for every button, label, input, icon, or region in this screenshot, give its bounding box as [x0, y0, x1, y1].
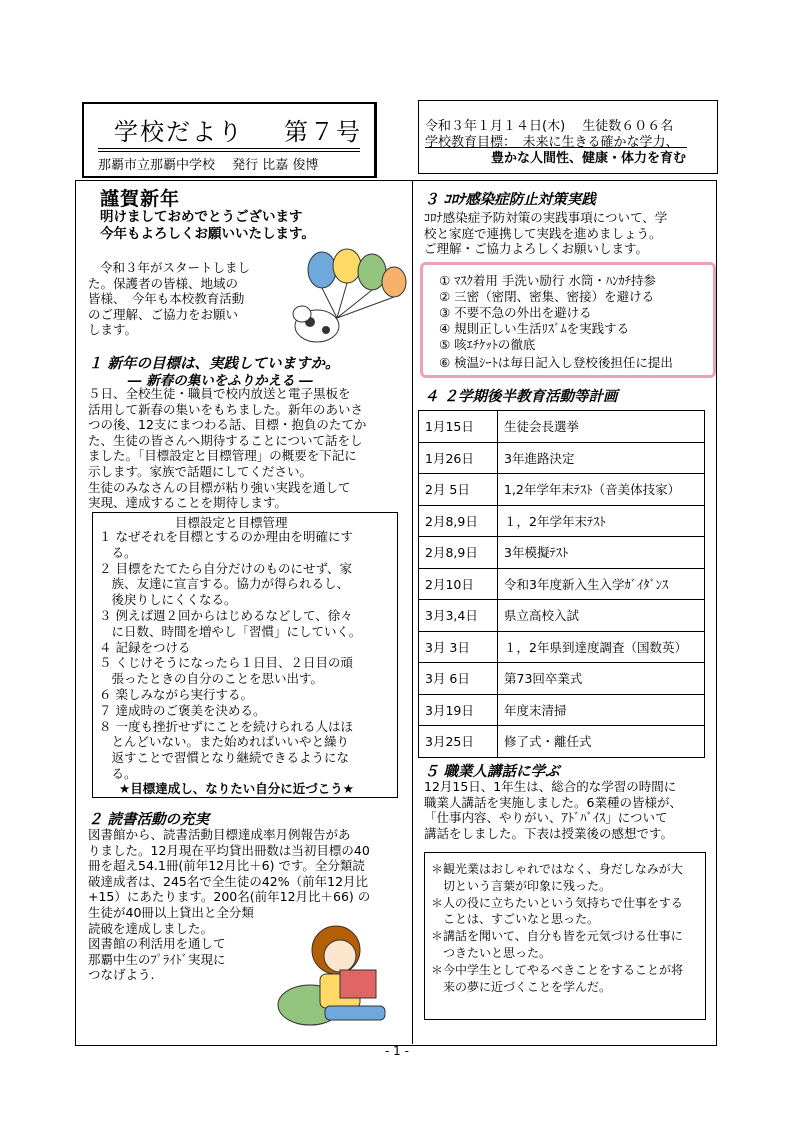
section3-body: ｺﾛﾅ感染症予防対策の実践事項について、学 校と家庭で連携して実践を進めましょう。 ご理解・ご協力よろしくお願いします。 [424, 210, 668, 257]
table-row: 2月 5日 1,2年学年末ﾃｽﾄ（音美体技家） [419, 474, 705, 506]
goal-management-box [92, 512, 398, 798]
table-row: 3月 3日 １，2年県到達度調査（国数英） [419, 631, 705, 663]
goal-box-title: 目標設定と目標管理 [175, 515, 288, 530]
section1-title: １ 新年の目標は、実践していますか。 [88, 356, 340, 372]
table-row: 2月10日 令和3年度新入生入学ｶﾞｲﾀﾞﾝｽ [419, 568, 705, 600]
table-row: 2月8,9日 3年模擬ﾃｽﾄ [419, 537, 705, 569]
table-row: 3月19日 年度末清掃 [419, 694, 705, 726]
checklist-item: ② 三密（密閉、密集、密接）を避ける [439, 289, 655, 304]
issue-date: 令和３年１月１４日(木) 生徒数６０６名 [425, 119, 674, 134]
section4-title: ４ ２学期後半教育活動等計画 [424, 389, 618, 405]
issuer: 那覇市立那覇中学校 発行 比嘉 俊博 [98, 158, 319, 173]
section5-body: 12月15日、1年生は、総合的な学習の時間に 職業人講話を実施しました。6業種の皆様が、 「仕事内容、やりがい、ｱﾄﾞﾊﾞｲｽ」について 講話をしました。下表は授業後の感想です。 [424, 779, 682, 841]
covid-checklist [420, 262, 716, 378]
checklist-item: ⑤ 咳ｴﾁｹｯﾄの徹底 [439, 337, 536, 352]
checklist-item: ③ 不要不急の外出を避ける [439, 305, 592, 320]
greeting-body: 令和３年がスタートしまし た。保護者の皆様、地域の 皆様、 今年も本校教育活動 のご理解、ご協力をお願い します。 [88, 260, 251, 338]
checklist-item: ④ 規則正しい生活ﾘｽﾞﾑを実践する [439, 321, 630, 336]
table-row: 3月 6日 第73回卒業式 [419, 663, 705, 695]
section2-body: 図書館から、読書活動目標達成率月例報告があ りました。12月現在平均貸出冊数は当初目標の40 冊を超え54.1冊(前年12月比＋6) です。全分類読 破達成者は、245名で全生徒の42%（前年12月比 +15）にあたります。200名(前年12月比＋66) の 生徒が40冊以上貸出と全分類 読破を達成しました。 図書館の利活用を通して 那覇中生のﾌﾟﾗｲﾄﾞ実現に つなげよう. [88, 827, 371, 983]
page-number: - 1 - [385, 1044, 409, 1058]
section3-title: ３ ｺﾛﾅ感染症防止対策実践 [424, 192, 596, 208]
reading-girl-illustration [270, 910, 400, 1030]
info-box [418, 100, 718, 174]
masthead [82, 102, 377, 178]
greeting-line2: 今年もよろしくお願いいたします。 [100, 226, 315, 242]
greeting-line1: 明けましておめでとうございます [100, 209, 303, 225]
checklist-item: ① ﾏｽｸ着用 手洗い励行 水筒・ﾊﾝｶﾁ持参 [439, 273, 656, 288]
section1-subtitle: ― 新春の集いをふりかえる ― [128, 373, 313, 389]
goal-box-footer: ★目標達成し、なりたい自分に近づこう★ [119, 781, 354, 796]
section5-title: ５ 職業人講話に学ぶ [424, 764, 560, 780]
comments-list: ＊観光業はおしゃれではなく、身だしなみが大 切という言葉が印象に残った。 ＊人の役に立ちたいという気持ちで仕事をする ことは、すごいなと思った。 ＊講話を聞いて、自分も皆を元気づける仕事に つきたいと思った。 ＊今中学生としてやるべきことをすることが将 来の夢に近づくことを学んだ。 [431, 862, 684, 994]
newsletter-title: 学校だより [114, 118, 244, 146]
school-goal-line2: 豊かな人間性、健康・体力を育む [491, 151, 687, 166]
section2-title: ２ 読書活動の充実 [88, 812, 210, 828]
table-row: 3月3,4日 県立高校入試 [419, 600, 705, 632]
cow-balloons-illustration [282, 248, 412, 348]
goal-box-list: １ なぜそれを目標とするのか理由を明確にす る。 ２ 目標をたてたら自分だけのものにせず、家 族、友達に宣言する。協力が得られるし、 後戻りしにくくなる。 ３ 例えば週２回からはじめるなどして、徐々 に日数、時間を増やし「習慣」にしていく。 ４ 記録をつける ５ くじけそうになったら１日目、２日目の頑 張ったときの自分のことを思い出す。 ６ 楽しみながら実行する。 ７ 達成時のご褒美を決める。 ８ 一度も挫折せずにことを続けられる人はほ とんどいない。また始めればいいやと繰り 返すことで習慣となり継続できるようにな る。 [99, 529, 362, 781]
section1-body: ５日、全校生徒・職員で校内放送と電子黒板を 活用して新春の集いをもちました。新年のあいさ つの後、12支にまつわる話、目標・抱負のたてか た、生徒の皆さんへ期待することについて話をし ました。「目標設定と目標管理」の概要を下記に 示します。家族で話題にしてください。 生徒のみなさんの目標が粘り強い実践を通して 実現、達成することを期待します。 [88, 386, 367, 511]
schedule-table [418, 410, 705, 758]
table-row: 1月15日 生徒会長選挙 [419, 411, 705, 443]
column-divider [412, 180, 413, 1044]
table-row: 1月26日 3年進路決定 [419, 442, 705, 474]
comments-box [424, 852, 706, 1020]
table-row: 3月25日 修了式・離任式 [419, 726, 705, 758]
greeting-title: 謹賀新年 [100, 188, 181, 210]
school-goal: 学校教育目標： 未来に生きる確かな学力、 [425, 135, 679, 150]
checklist-item: ⑥ 検温ｼｰﾄは毎日記入し登校後担任に提出 [439, 355, 673, 370]
table-row: 2月8,9日 １，2年学年末ﾃｽﾄ [419, 505, 705, 537]
issue-number: 第７号 [284, 118, 362, 146]
